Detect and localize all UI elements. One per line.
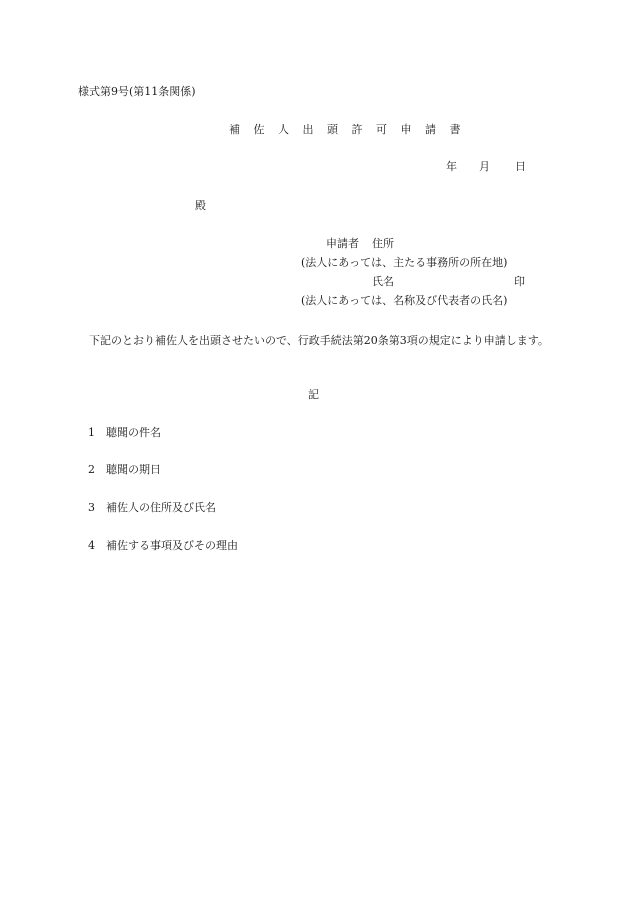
day-label: 日 xyxy=(515,160,526,173)
seal-mark: 印 xyxy=(514,275,525,288)
request-statement: 下記のとおり補佐人を出頭させたいので、行政手続法第20条第3項の規定により申請します。 xyxy=(89,334,549,347)
address-label: 住所 xyxy=(372,237,394,250)
list-item xyxy=(88,464,161,475)
date-row xyxy=(446,161,526,172)
list-item xyxy=(88,540,238,551)
item-number: 3 xyxy=(88,501,95,514)
document-title: 補 佐 人 出 頭 許 可 申 請 書 xyxy=(229,123,466,136)
applicant-label: 申請者 xyxy=(326,237,359,250)
item-number: 2 xyxy=(88,463,95,476)
address-note: (法人にあっては、主たる事務所の所在地) xyxy=(301,256,508,269)
item-label: 聴聞の件名 xyxy=(106,426,161,439)
item-label: 聴聞の期日 xyxy=(106,463,161,476)
ki-heading: 記 xyxy=(308,388,319,401)
item-label: 補佐人の住所及び氏名 xyxy=(106,501,216,514)
list-item xyxy=(88,502,216,513)
item-number: 4 xyxy=(88,539,95,552)
addressee-suffix: 殿 xyxy=(195,199,206,212)
month-label: 月 xyxy=(479,160,490,173)
form-number: 様式第9号(第11条関係) xyxy=(78,85,196,98)
name-label: 氏名 xyxy=(372,275,394,288)
list-item xyxy=(88,427,161,438)
item-label: 補佐する事項及びその理由 xyxy=(106,539,238,552)
item-number: 1 xyxy=(88,426,95,439)
name-note: (法人にあっては、名称及び代表者の氏名) xyxy=(301,294,508,307)
year-label: 年 xyxy=(446,160,457,173)
